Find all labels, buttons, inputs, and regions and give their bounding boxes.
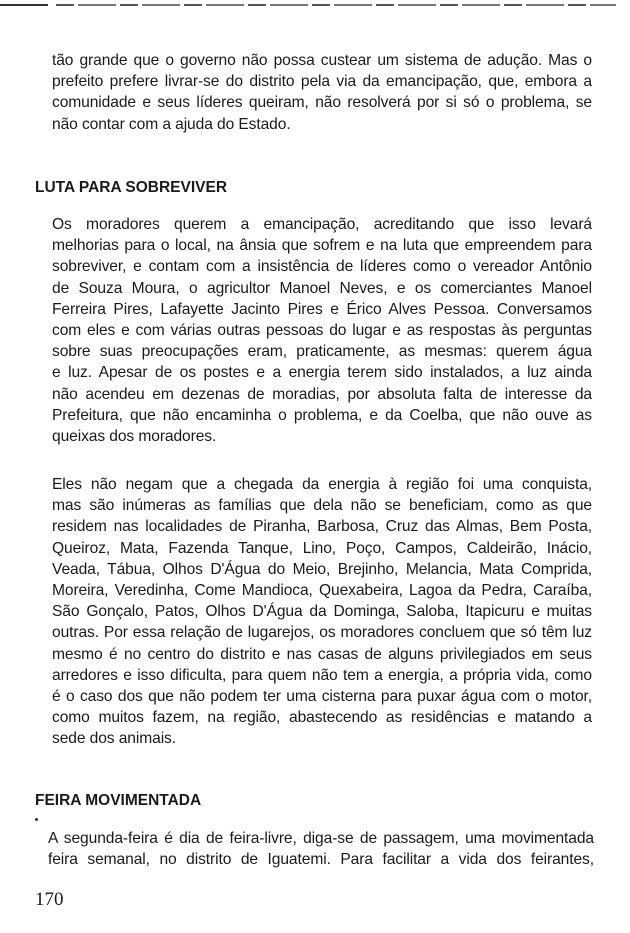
paragraph-line: Veada, Tábua, Olhos D'Água do Meio, Brejinho, Melancia, Mata Comprida, [52, 560, 592, 578]
paragraph-line: como muitos fazem, na região, abastecendo as residências e matando a [52, 709, 592, 727]
section-heading-luta: LUTA PARA SOBREVIVER [35, 179, 228, 196]
paragraph-line: sede dos animais. [52, 730, 176, 748]
paragraph-line: com eles e com várias outras pessoas do lugar e as respostas às perguntas [52, 321, 592, 339]
paragraph-line: é o caso dos que não podem ter uma cisterna para puxar água com o motor, [52, 687, 592, 705]
paragraph-line: São Gonçalo, Patos, Olhos D'Água da Dominga, Saloba, Itapicuru e muitas [52, 603, 592, 621]
paragraph-line: feira semanal, no distrito de Iguatemi. Para facilitar a vida dos feirantes, [48, 851, 594, 869]
paragraph-line: sobre suas preocupações eram, praticamente, as mesmas: querem água [52, 343, 592, 361]
stray-mark [35, 818, 38, 821]
paragraph-line: mas são inúmeras as famílias que dela não se beneficiam, como as que [52, 497, 592, 515]
paragraph-intro [52, 50, 592, 135]
section-heading-feira: FEIRA MOVIMENTADA [35, 792, 202, 809]
paragraph-line: residem nas localidades de Piranha, Barbosa, Cruz das Almas, Bem Posta, [52, 518, 592, 536]
paragraph-line: Os moradores querem a emancipação, acreditando que isso levará [52, 216, 592, 233]
paragraph-line: Prefeitura, que não encaminha o problema, e da Coelba, que não ouve as [52, 406, 592, 424]
paragraph-line: prefeito prefere livrar-se do distrito pela via da emancipação, que, embora a [52, 73, 592, 91]
paragraph-line: comunidade e seus líderes queiram, não resolverá por si só o problema, se [52, 94, 592, 112]
paragraph-line: arredores e isso dificulta, para quem não tem a energia, a própria vida, como [52, 666, 592, 684]
paragraph-feira [48, 828, 594, 870]
paragraph-line: Queiroz, Mata, Fazenda Tanque, Lino, Poço, Campos, Caldeirão, Inácio, [52, 539, 592, 557]
paragraph-line: não acendeu em dezenas de moradias, por absoluta falta de interesse da [52, 385, 592, 403]
paragraph-line: mesmo é no centro do distrito e nas casas de alguns privilegiados em seus [52, 645, 592, 663]
paragraph-line: queixas dos moradores. [52, 427, 217, 445]
paragraph-line: A segunda-feira é dia de feira-livre, diga-se de passagem, uma movimentada [48, 830, 594, 847]
paragraph-luta-2 [52, 474, 592, 749]
paragraph-line: e luz. Apesar de os postes e a energia terem sido instalados, a luz ainda [52, 364, 592, 382]
paragraph-luta-1 [52, 214, 592, 447]
paragraph-line: não contar com a ajuda do Estado. [52, 115, 291, 133]
paragraph-line: Ferreira Pires, Lafayette Jacinto Pires e Érico Alves Pessoa. Conversamos [52, 300, 592, 318]
paragraph-line: de Souza Moura, o agricultor Manoel Neves, e os comerciantes Manoel [52, 279, 592, 297]
paragraph-line: outras. Por essa relação de lugarejos, os moradores concluem que só têm luz [52, 624, 592, 642]
paragraph-line: sobreviver, e contam com a insistência de líderes como o vereador Antônio [52, 258, 592, 276]
paragraph-line: tão grande que o governo não possa custear um sistema de adução. Mas o [52, 52, 592, 69]
paragraph-line: melhorias para o local, na ânsia que sofrem e na luta que empreendem para [52, 237, 592, 255]
page-number: 170 [35, 889, 64, 910]
paragraph-line: Eles não negam que a chegada da energia à região foi uma conquista, [52, 476, 592, 493]
paragraph-line: Moreira, Veredinha, Come Mandioca, Quexabeira, Lagoa da Pedra, Caraíba, [52, 581, 592, 599]
